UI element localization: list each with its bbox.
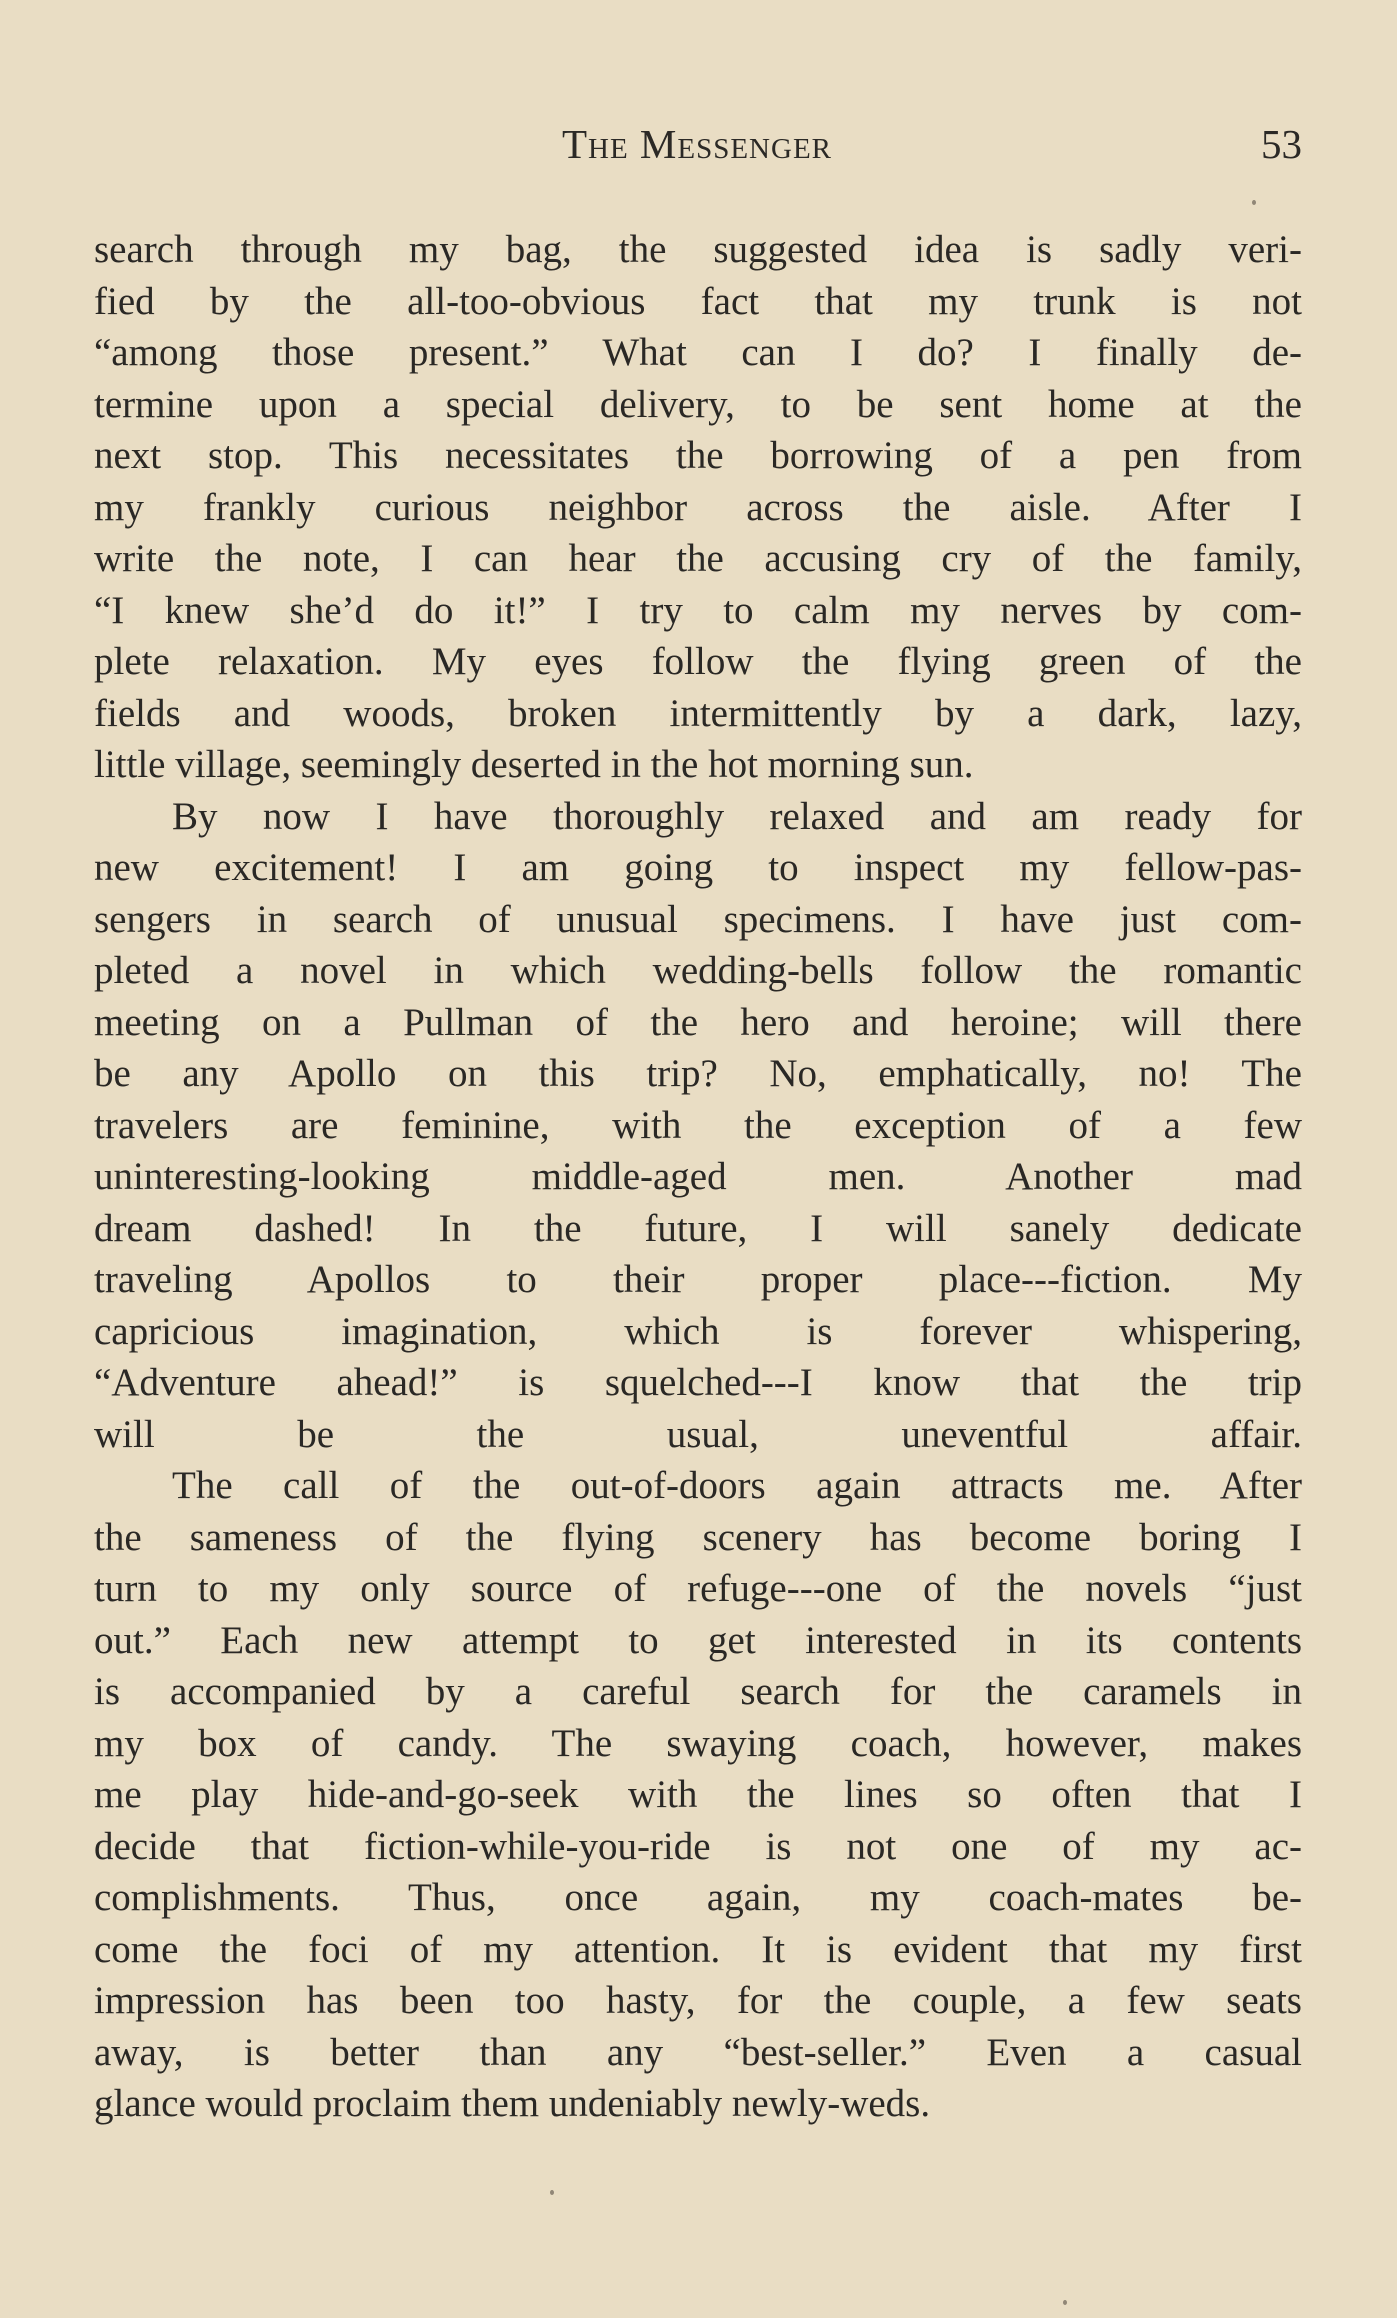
text-line: traveling Apollos to their proper place---fiction. My (94, 1258, 1302, 1301)
text-line: away, is better than any “best-seller.” Even a casual (94, 2030, 1302, 2074)
text-line: little village, seemingly deserted in the hot morning sun. (94, 743, 974, 786)
text-line: search through my bag, the suggested idea is sadly veri- (94, 228, 1302, 271)
text-line: “I knew she’d do it!” I try to calm my nerves by com- (94, 588, 1302, 632)
paper-speck (1252, 200, 1256, 205)
paragraph-1 (94, 224, 1302, 791)
text-line: my frankly curious neighbor across the aisle. After I (94, 485, 1302, 529)
text-line: come the foci of my attention. It is evident that my first (94, 1927, 1302, 1971)
text-line: decide that fiction-while-you-ride is not one of my ac- (94, 1824, 1302, 1868)
text-line: me play hide-and-go-seek with the lines so often that I (94, 1773, 1302, 1816)
text-line: fields and woods, broken intermittently by a dark, lazy, (94, 691, 1302, 735)
text-line: out.” Each new attempt to get interested in its contents (94, 1618, 1302, 1662)
body-text (94, 224, 1302, 2130)
paragraph-2 (94, 791, 1302, 1461)
text-line: sengers in search of unusual specimens. I have just com- (94, 897, 1302, 941)
text-line: is accompanied by a careful search for the caramels in (94, 1670, 1302, 1713)
text-line: write the note, I can hear the accusing cry of the family, (94, 537, 1302, 580)
text-line: be any Apollo on this trip? No, emphatically, no! The (94, 1052, 1302, 1095)
paper-speck (550, 2190, 554, 2195)
paragraph-3 (94, 1460, 1302, 2130)
text-line: next stop. This necessitates the borrowing of a pen from (94, 434, 1302, 477)
text-line: uninteresting-looking middle-aged men. Another mad (94, 1155, 1302, 1198)
text-line: my box of candy. The swaying coach, however, makes (94, 1721, 1302, 1765)
text-line: “Adventure ahead!” is squelched---I know that the trip (94, 1361, 1302, 1404)
text-line: meeting on a Pullman of the hero and heroine; will there (94, 1000, 1302, 1044)
text-line: pleted a novel in which wedding-bells follow the romantic (94, 949, 1302, 992)
page-number: 53 (1261, 121, 1302, 167)
text-line: termine upon a special delivery, to be sent home at the (94, 382, 1302, 426)
text-line: fied by the all-too-obvious fact that my trunk is not (94, 279, 1302, 323)
running-title: The Messenger (561, 121, 833, 167)
text-line: glance would proclaim them undeniably newly-weds. (94, 2082, 931, 2125)
text-line: turn to my only source of refuge---one of the novels “just (94, 1567, 1302, 1610)
text-line: plete relaxation. My eyes follow the flying green of the (94, 640, 1302, 683)
text-line: new excitement! I am going to inspect my fellow-pas- (94, 846, 1302, 889)
text-line: complishments. Thus, once again, my coach-mates be- (94, 1876, 1302, 1919)
text-line: capricious imagination, which is forever whispering, (94, 1309, 1302, 1353)
text-line: The call of the out-of-doors again attracts me. After (172, 1464, 1302, 1507)
text-line: will be the usual, uneventful affair. (94, 1412, 1302, 1456)
text-line: impression has been too hasty, for the couple, a few seats (94, 1979, 1302, 2022)
paper-speck (1063, 2300, 1067, 2305)
text-line: By now I have thoroughly relaxed and am ready for (172, 794, 1302, 838)
text-line: “among those present.” What can I do? I finally de- (94, 331, 1302, 374)
text-line: dream dashed! In the future, I will sanely dedicate (94, 1206, 1302, 1250)
text-line: travelers are feminine, with the exception of a few (94, 1103, 1302, 1147)
text-line: the sameness of the flying scenery has become boring I (94, 1515, 1302, 1559)
running-head (92, 120, 1302, 176)
